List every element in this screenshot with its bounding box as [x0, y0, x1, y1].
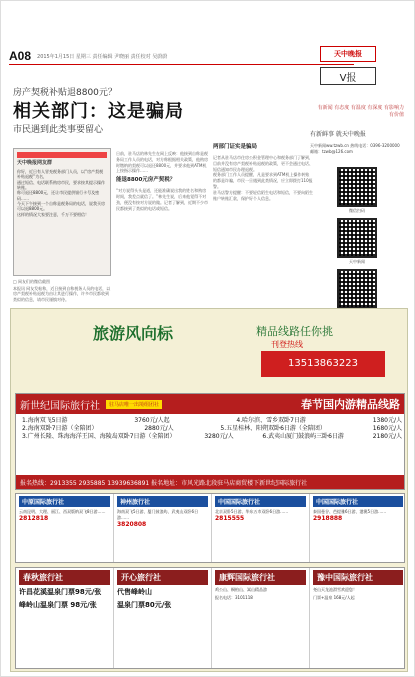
agency-ad-row-2 — [15, 493, 405, 563]
route-right: 5.五星桂林、阳朔双卧6日游（全陪团） — [220, 425, 326, 433]
hotline-number[interactable]: 13513863223 — [261, 351, 385, 377]
article-column-1 — [116, 151, 208, 211]
brand-tagline: 有新鲜事 就天中晚报 — [310, 131, 366, 138]
route-row — [22, 417, 402, 425]
agency-desc: 尧山天龙池滑雪欢迎您！ — [313, 587, 357, 592]
route-right: 6.武夷山厦门鼓浪屿三卧6日游 — [262, 433, 344, 441]
paragraph: 驻马店警方提醒：不要轻信陌生电话和短信，不要向陌生账户转账汇款，保护好个人信息。 — [213, 189, 313, 201]
kicker: 房产契税补贴退8800元？ — [13, 88, 117, 98]
agency-sub: 报名电话：3101118 — [215, 595, 253, 600]
agency-cell — [114, 568, 212, 668]
route-right: 4.哈尔滨、雪乡双卧7日游 — [236, 417, 306, 424]
agency-banner: 春节国内游精品线路 — [301, 398, 400, 411]
agency-cell — [114, 494, 212, 562]
wechat-screenshot — [13, 148, 111, 276]
agency-desc: 海南双飞5日游、厦门鼓浪屿、武夷山双卧6日游…… — [117, 509, 199, 520]
qr-column — [312, 163, 402, 330]
chat-line: 通过短信、电话联系购房市民，要求按其提示操作转账。 — [17, 179, 105, 190]
agency-sub: 温泉门票80元/张 — [117, 600, 172, 609]
route-price: 3760元/人起 — [134, 417, 170, 424]
agency-phone[interactable]: 2918888 — [313, 515, 343, 522]
agency-sub: 门票+温泉 168元/人起 — [313, 595, 355, 600]
section-heading: 两部门证实是骗局 — [213, 144, 258, 150]
agency-phone[interactable]: 3820808 — [117, 521, 147, 528]
page-number: A08 — [9, 49, 32, 63]
agency-cell — [16, 494, 114, 562]
agency-cell — [310, 568, 406, 668]
agency-name: 新世纪国际旅行社 — [20, 400, 100, 412]
brand-slogan: 有新闻 有态度 有温度 有深度 有影响力 有价值 — [317, 105, 404, 118]
route-price: 1380元/人 — [372, 417, 402, 424]
agency-desc: 鸡公山、桐柏山、嵩山精品游 — [215, 587, 267, 592]
qr-label: 微信扫码 — [349, 208, 365, 213]
paragraph: “对方说得头头是道，还能准确说出我的姓名和购房时间，我差点就信了。”林先生说，后来他觉得不对劲，便没有按对方说的做。记者了解到，近期不少市民都接到了类似的电话或短信。 — [116, 188, 208, 211]
agency-desc: 北京双卧5日游、华东五市双卧6日游…… — [215, 509, 289, 514]
route-price: 3280元/人 — [204, 433, 234, 441]
qr-code-icon[interactable] — [337, 167, 377, 207]
article-column-2 — [213, 141, 313, 201]
agency-phone[interactable]: 2812818 — [19, 515, 49, 522]
route-row — [22, 433, 402, 441]
paragraph: 记者从驻马店市住房公积金管理中心和税务部门了解到，目前并没有房产契税补贴退税的政策，更不会通过电话、短信通知市民办理退税。 — [213, 154, 313, 172]
chat-line: 这样的情况大家要注意，千万不要相信！ — [17, 211, 89, 217]
agency-name: 豫中国际旅行社 — [313, 570, 403, 585]
route-price: 2180元/人 — [372, 433, 402, 441]
agency-desc: 泰国曼谷、芭提雅6日游、港澳5日游…… — [313, 509, 387, 514]
image-caption: □ 网友们的微信截图 — [13, 279, 51, 284]
paragraph: 日前，驻马店的林先生在网上反映：他接到自称是税务局工作人员的电话，对方称根据相关政策，他购房时缴纳的契税可以退还8800元，并要求他到ATM机上按指示操作…… — [116, 151, 208, 174]
agency-ad-row-3 — [15, 567, 405, 669]
page-header — [9, 49, 354, 63]
agency-name: 开心旅行社 — [117, 570, 208, 585]
route-row — [22, 425, 402, 433]
agency-header — [16, 394, 404, 414]
agency-desc: 代售峰岭山 — [117, 588, 152, 596]
agency-ad-new-century — [15, 393, 405, 490]
header-rule — [9, 64, 354, 65]
route-left: 1.海南双飞5日游 — [22, 417, 68, 424]
agency-name: 春秋旅行社 — [19, 570, 110, 585]
qr-label: 天中新闻 — [349, 259, 365, 264]
ad-subtitle: 精品线路任你挑 — [256, 325, 333, 338]
agency-sub: 峰岭山温泉门票 98元/张 — [19, 600, 97, 609]
subheadline: 市民遇到此类事要留心 — [13, 125, 104, 135]
agency-phones[interactable]: 报名热线：2913355 2935885 13939636891 报名地址：市风光路北段驻马店商贸楼下新世纪国际旅行社 — [16, 475, 404, 489]
agency-name: 康辉国际旅行社 — [215, 570, 306, 585]
headline: 相关部门：这是骗局 — [13, 101, 184, 121]
agency-cell — [16, 568, 114, 668]
phone-status-bar — [17, 152, 107, 158]
chat-line: 今天下午接到一个自称是税务局的电话，说我买房可以退8800元。 — [17, 201, 105, 212]
route-list — [22, 417, 402, 441]
agency-desc: 云南昆明、大理、丽江、西双版纳双飞8日游…… — [19, 509, 106, 514]
agency-phone[interactable]: 2815555 — [215, 515, 245, 522]
hotline-label: 刊登热线 — [271, 340, 303, 349]
agency-tag: 驻马店唯一出境组团社 — [106, 400, 162, 409]
agency-name: 神州旅行社 — [117, 496, 208, 507]
section-badge: V报 — [320, 67, 376, 85]
contact-info: 天中新闻ww.tzwb.cn 热线电话：0396-3200000 邮箱：tzwb@126.com — [310, 143, 400, 154]
agency-cell — [212, 568, 310, 668]
agency-name: 中原国际旅行社 — [19, 496, 110, 507]
agency-desc: 许昌花溪温泉门票98元/张 — [19, 588, 102, 596]
paragraph: 税务部门工作人员提醒，凡是要求到ATM机上操作转账的都是诈骗，市民一旦遇到此类情况，应立即拨打110报警。 — [213, 172, 313, 189]
chat-line: 你好，近日有人冒充税务部门人员，以“房产契税补贴退税”为名， — [17, 168, 104, 180]
qr-code-icon[interactable] — [337, 218, 377, 258]
agency-cell — [212, 494, 310, 562]
route-left: 3.广州长隆、珠海海洋王国、海陵岛双卧7日游（全陪团） — [22, 433, 176, 441]
travel-ad-section — [10, 308, 408, 672]
chat-title: 天中晚报网友群 — [17, 160, 53, 166]
agency-name: 中国国际旅行社 — [313, 496, 403, 507]
agency-cell — [310, 494, 406, 562]
chat-line: 称可退还8800元，还让市民提供银行卡号及密码…… — [17, 190, 100, 201]
brand-logo: 天中晚报 — [320, 46, 376, 62]
route-price: 1680元/人 — [372, 425, 402, 433]
route-left: 2.海南双卧7日游（全陪团） — [22, 425, 98, 433]
qr-code-icon[interactable] — [337, 269, 377, 309]
ad-title: 旅游风向标 — [93, 324, 174, 343]
route-price: 2880元/人 — [144, 425, 174, 433]
section-heading: 能退8800元房产契税？ — [116, 177, 176, 184]
lead-paragraph: 本报讯 网友发帖称，近日接到自称税务人员的电话，以房产契税补贴退税为由让其进行操作，许多市民都收到类似的信息，请市民谨慎对待。 — [13, 286, 111, 302]
page-meta: 2015年1月15日 星期三 责任编辑 尹晓丽 责任校对 吴蔚蔚 — [37, 53, 168, 60]
agency-name: 中国国际旅行社 — [215, 496, 306, 507]
